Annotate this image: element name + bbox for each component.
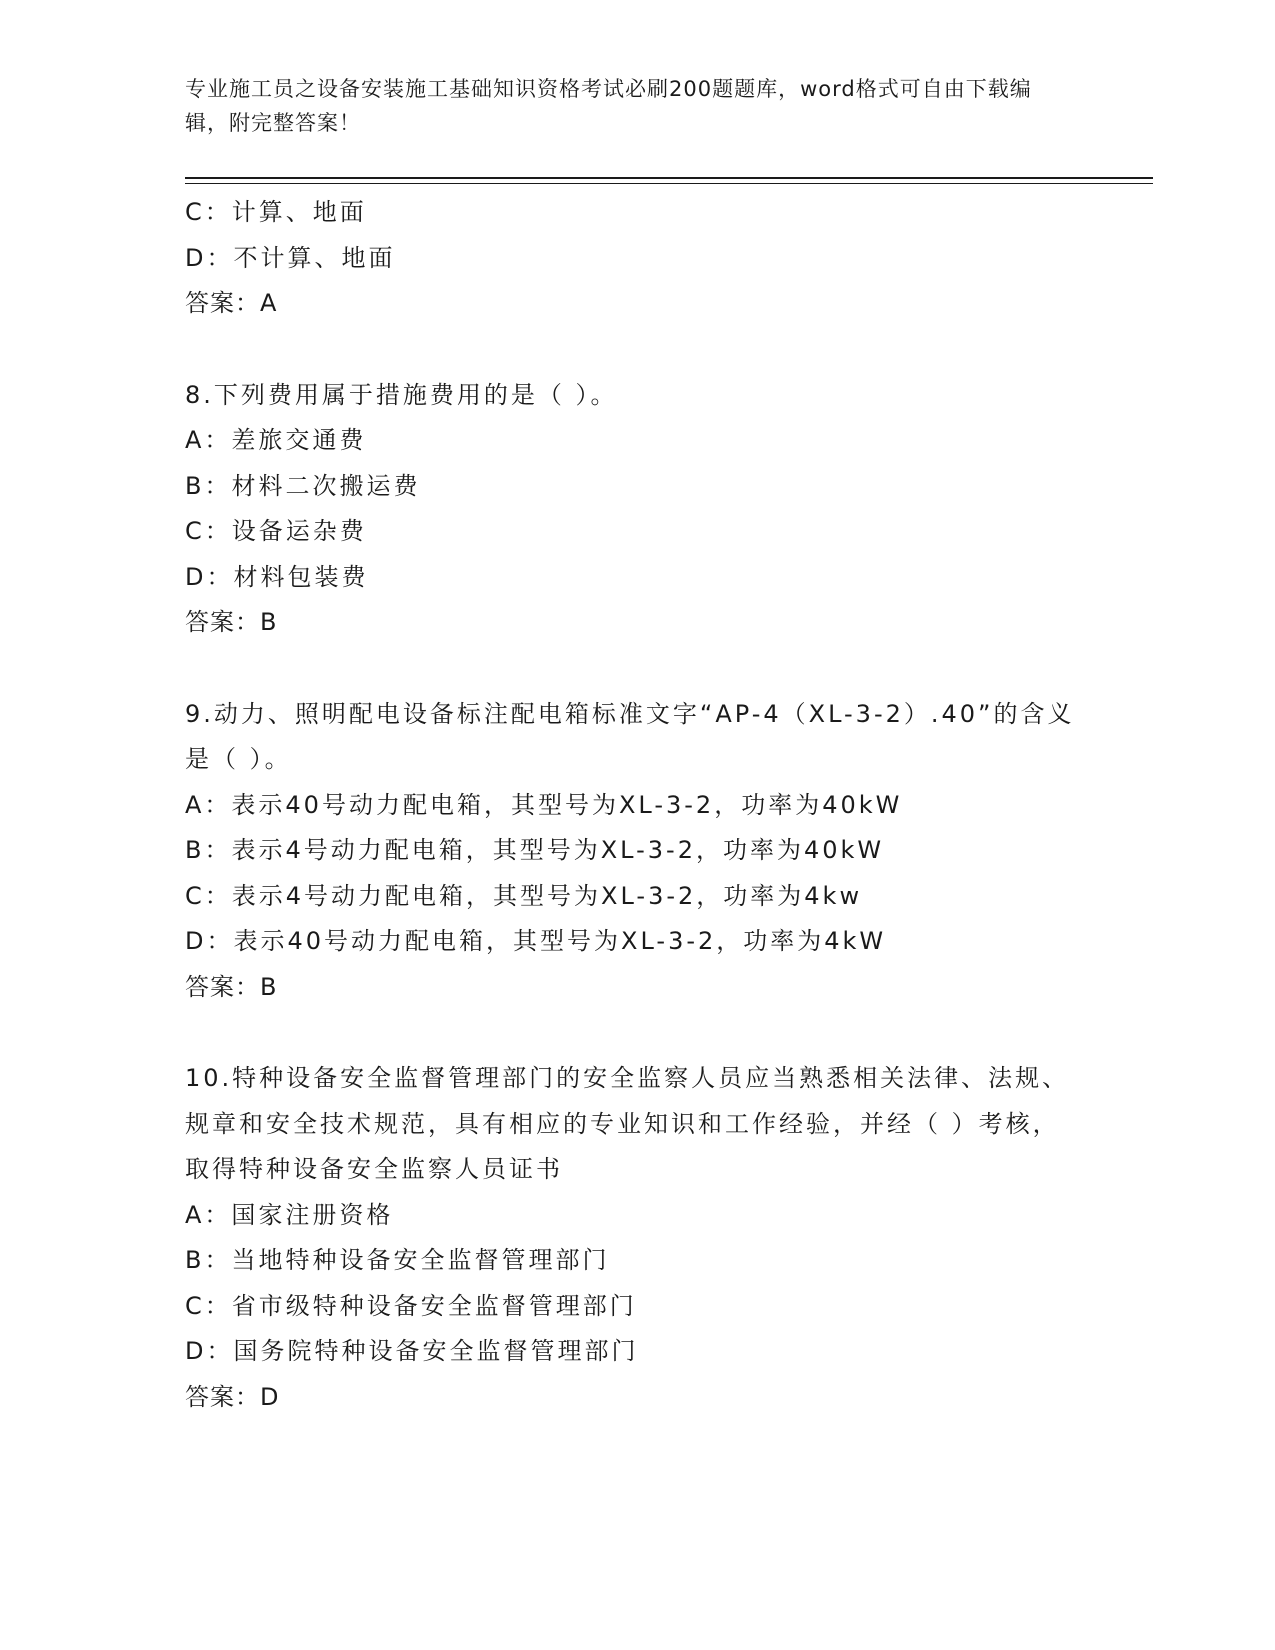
question-title: 9.动力、照明配电设备标注配电箱标准文字“AP-4（XL-3-2）.40”的含义是（ ）。 [185, 699, 1075, 773]
option-c: C：省市级特种设备安全监督管理部门 [185, 1291, 637, 1320]
question-block-prev [185, 190, 1085, 327]
spacer [185, 1010, 1085, 1056]
option-b: B：当地特种设备安全监督管理部门 [185, 1246, 610, 1274]
question-title: 10.特种设备安全监督管理部门的安全监察人员应当熟悉相关法律、法规、规章和安全技术规范，具有相应的专业知识和工作经验，并经（ ）考核，取得特种设备安全监察人员证书 [185, 1064, 1070, 1183]
option-c: C：计算、地面 [185, 198, 367, 226]
option-d: D：国务院特种设备安全监督管理部门 [185, 1337, 639, 1365]
question-block-8 [185, 373, 1085, 646]
answer-line: 答案：A [185, 289, 278, 317]
option-d: D：材料包装费 [185, 562, 369, 591]
option-b: B：表示4号动力配电箱，其型号为XL-3-2，功率为40kW [185, 836, 885, 864]
header-divider-bottom [185, 183, 1153, 184]
question-block-10 [185, 1056, 1085, 1420]
question-block-9 [185, 692, 1085, 1011]
option-a: A：国家注册资格 [185, 1200, 394, 1229]
option-a: A：差旅交通费 [185, 426, 367, 454]
option-d: D：不计算、地面 [185, 243, 396, 272]
spacer [185, 646, 1085, 692]
answer-line: 答案：B [185, 608, 278, 636]
document-header: 专业施工员之设备安装施工基础知识资格考试必刷200题题库，word格式可自由下载编辑，附完整答案！ [185, 77, 1032, 135]
option-b: B：材料二次搬运费 [185, 471, 421, 500]
option-d: D：表示40号动力配电箱，其型号为XL-3-2，功率为4kW [185, 927, 887, 955]
question-title: 8.下列费用属于措施费用的是（ ）。 [185, 380, 618, 409]
answer-line: 答案：B [185, 972, 278, 1001]
question-list [185, 190, 1085, 1420]
header-divider-top [185, 177, 1153, 179]
spacer [185, 327, 1085, 373]
option-c: C：表示4号动力配电箱，其型号为XL-3-2，功率为4kw [185, 881, 863, 910]
option-c: C：设备运杂费 [185, 517, 367, 545]
answer-line: 答案：D [185, 1382, 280, 1411]
option-a: A：表示40号动力配电箱，其型号为XL-3-2，功率为40kW [185, 790, 903, 819]
